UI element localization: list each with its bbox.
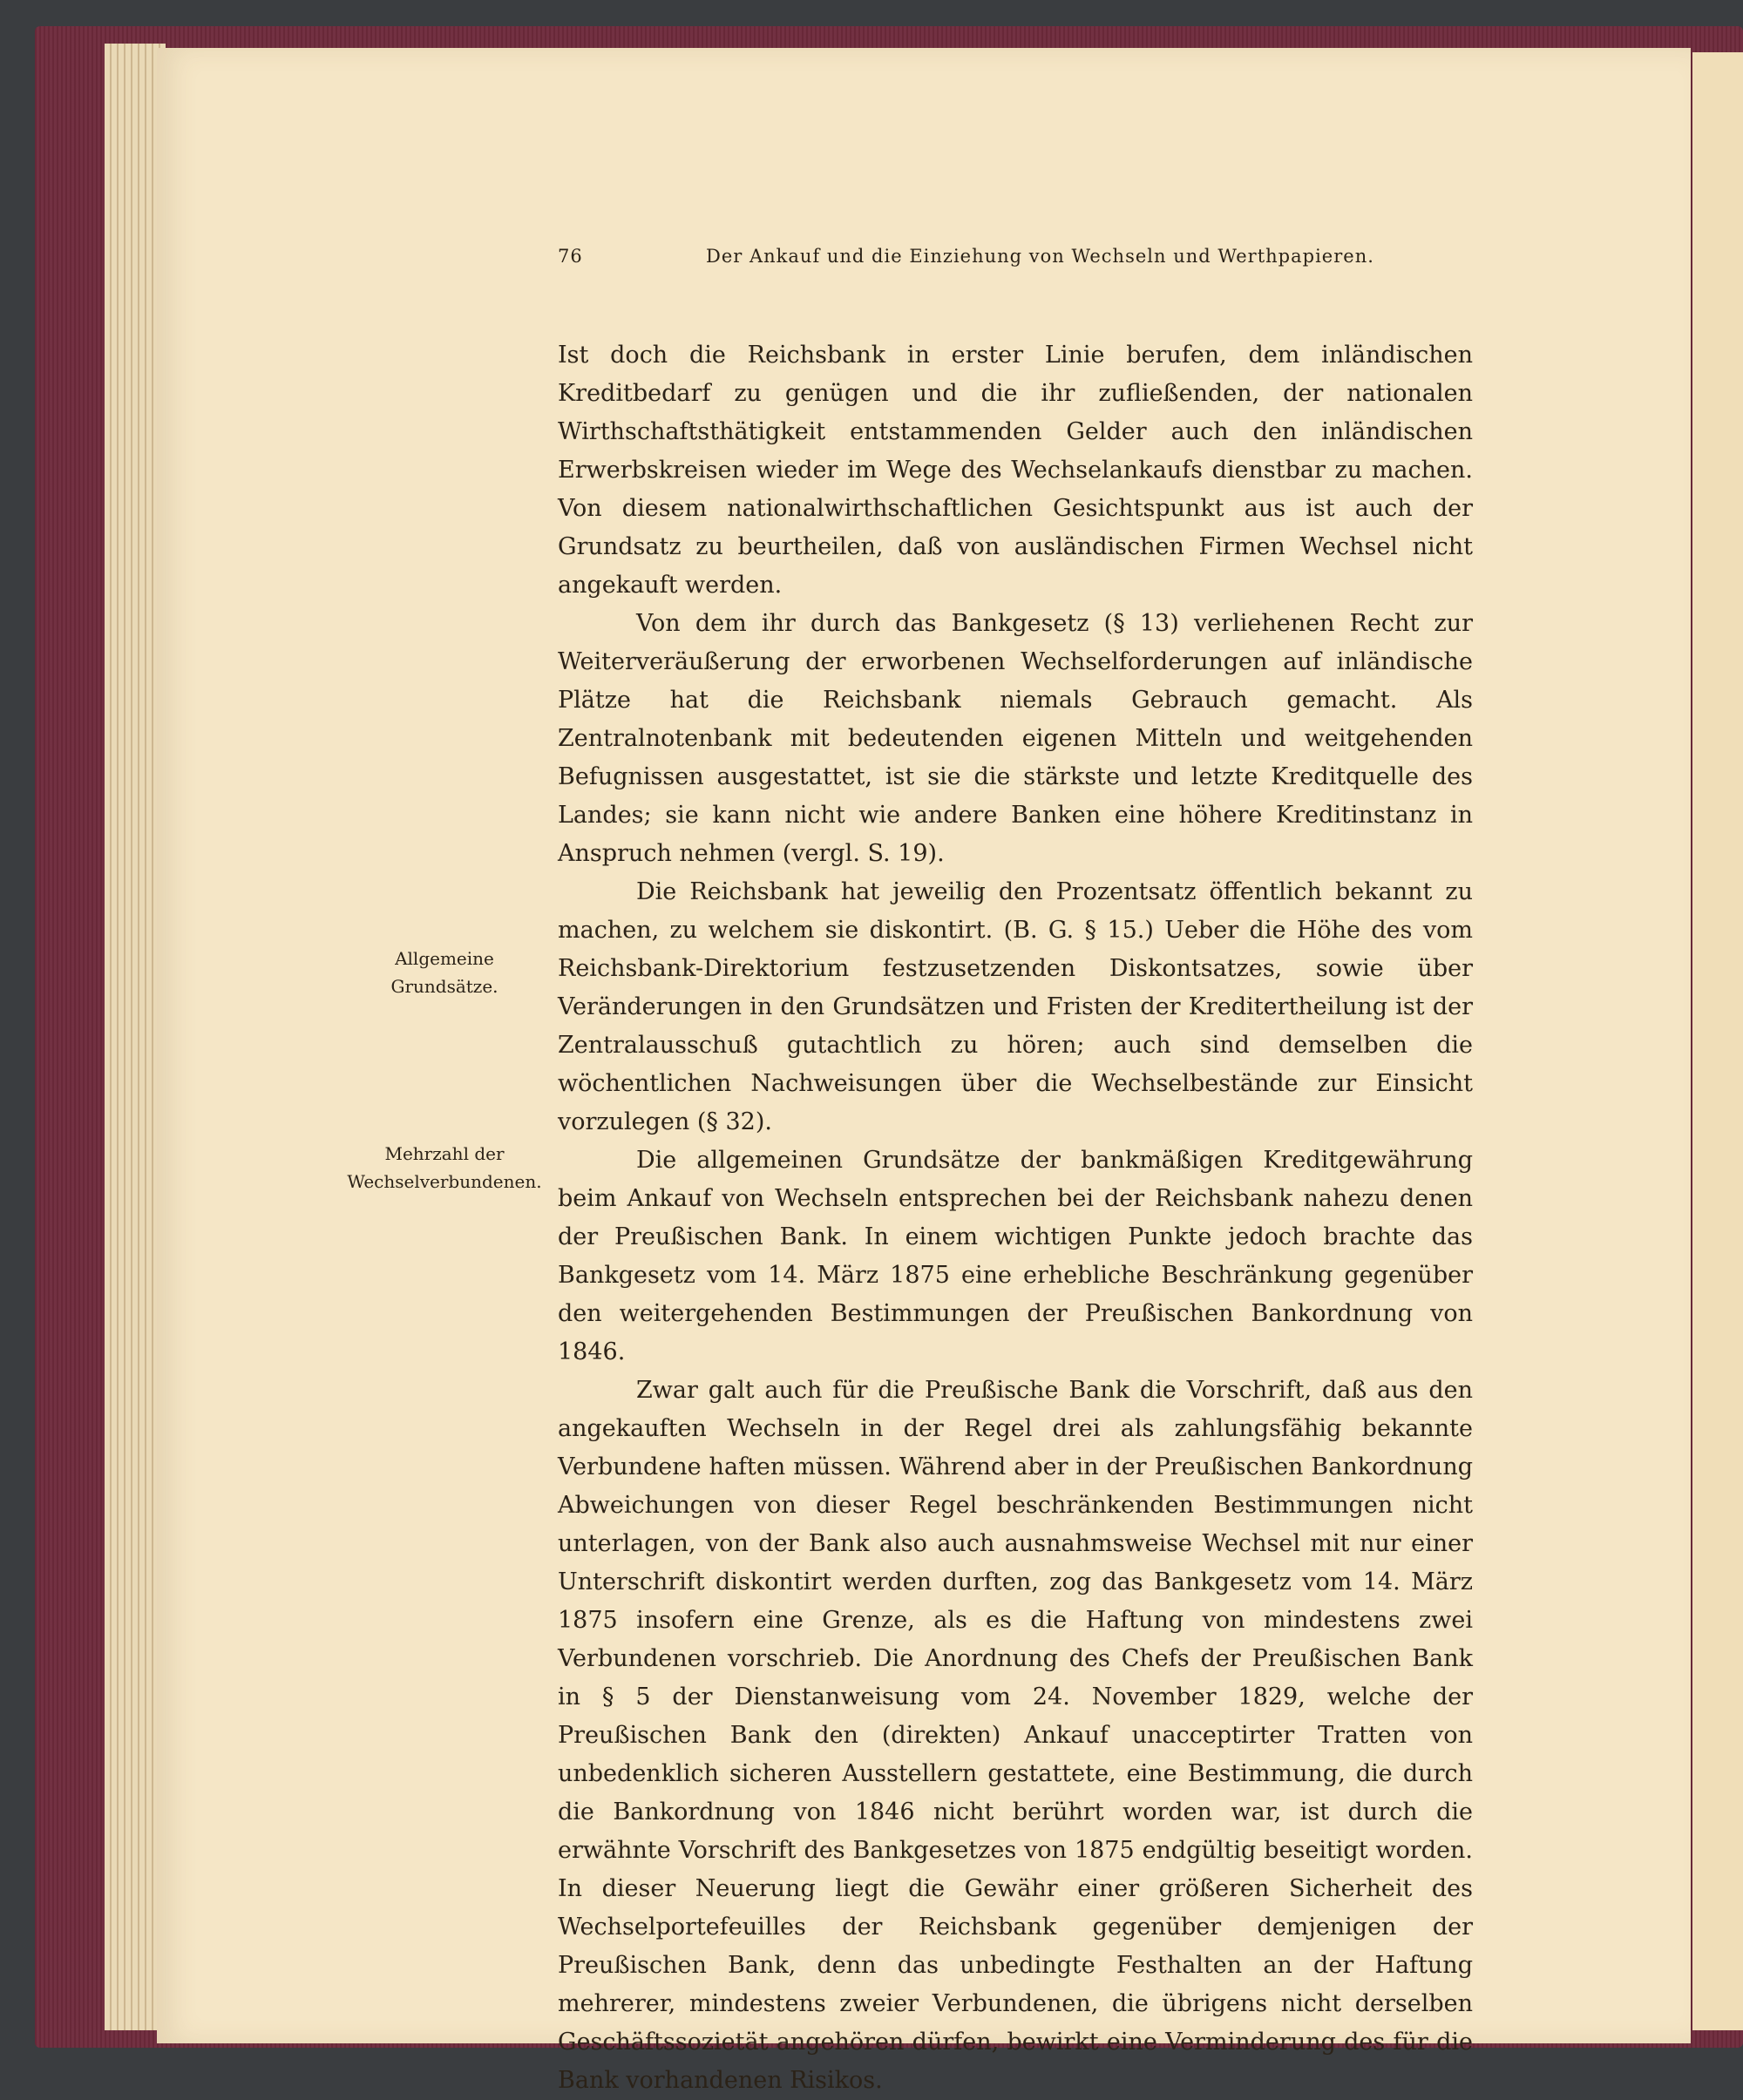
margin-note: Allgemeine Grundsätze. — [390, 948, 498, 997]
paragraph: Ist doch die Reichsbank in erster Linie berufen, dem inländischen Kreditbedarf zu genügen und die ihr zufließenden, der nationalen Wirthschaftsthätigkeit entstammenden Gelder auch den inländischen Erwerbskreisen wieder im Wege des Wechselankaufs dienstbar zu machen. Von diesem nationalwirthschaftlichen Gesichtspunkt aus ist auch der Grundsatz zu beurtheilen, daß von ausländischen Firmen Wechsel nicht angekauft werden. — [558, 342, 1473, 599]
paragraph: Von dem ihr durch das Bankgesetz (§ 13) verliehenen Recht zur Weiterveräußerung der erworbenen Wechselforderungen auf inländische Plätze hat die Reichsbank niemals Gebrauch gemacht. Als Zentralnotenbank mit bedeutenden eigenen Mitteln und weitgehenden Befugnissen ausgestattet, ist sie die stärkste und letzte Kreditquelle des Landes; sie kann nicht wie andere Banken eine höhere Kreditinstanz in Anspruch nehmen (vergl. S. 19). — [558, 610, 1473, 867]
running-head: Der Ankauf und die Einziehung von Wechseln und Werthpapieren. — [706, 246, 1374, 267]
paragraph: Die Reichsbank hat jeweilig den Prozentsatz öffentlich bekannt zu machen, zu welchem sie diskontirt. (B. G. § 15.) Ueber die Höhe des vom Reichsbank-Direktorium festzusetzenden Diskontsatzes, sowie über Veränderungen in den Grundsätzen und Fristen der Kreditertheilung ist der Zentralausschuß gutachtlich zu hören; auch sind demselben die wöchentlichen Nachweisungen über die Wechselbestände zur Einsicht vorzulegen (§ 32). — [558, 878, 1473, 1135]
margin-note: Mehrzahl der Wechselverbundenen. — [347, 1143, 542, 1192]
page-header — [558, 246, 1374, 281]
page-number: 76 — [558, 246, 583, 267]
paragraph: Zwar galt auch für die Preußische Bank die Vorschrift, daß aus den angekauften Wechseln in der Regel drei als zahlungsfähig bekannte Verbundene haften müssen. Während aber in der Preußischen Bankordnung Abweichungen von dieser Regel beschränkenden Bestimmungen nicht unterlagen, von der Bank also auch ausnahmsweise Wechsel mit nur einer Unterschrift diskontirt werden durften, zog das Bankgesetz vom 14. März 1875 insofern eine Grenze, als es die Haftung von mindestens zwei Verbundenen vorschrieb. Die Anordnung des Chefs der Preußischen Bank in § 5 der Dienstanweisung vom 24. November 1829, welche der Preußischen Bank den (direkten) Ankauf unacceptirter Tratten von unbedenklich sicheren Ausstellern gestattete, eine Bestimmung, die durch die Bankordnung von 1846 nicht berührt worden war, ist durch die erwähnte Vorschrift des Bankgesetzes von 1875 endgültig beseitigt worden. In dieser Neuerung liegt die Gewähr einer größeren Sicherheit des Wechselportefeuilles der Reichsbank gegenüber demjenigen der Preußischen Bank, denn das unbedingte Festhalten an der Haftung mehrerer, mindestens zweier Verbundenen, die übrigens nicht derselben Geschäftssozietät angehören dürfen, bewirkt eine Verminderung des für die Bank vorhandenen Risikos. — [558, 1377, 1473, 2094]
facing-page-edge — [1692, 52, 1743, 2030]
body-text — [558, 336, 1473, 2100]
paragraph: Die allgemeinen Grundsätze der bankmäßigen Kreditgewährung beim Ankauf von Wechseln entsprechen bei der Reichsbank nahezu denen der Preußischen Bank. In einem wichtigen Punkte jedoch brachte das Bankgesetz vom 14. März 1875 eine erhebliche Beschränkung gegenüber den weitergehenden Bestimmungen der Preußischen Bankordnung von 1846. — [558, 1147, 1473, 1365]
